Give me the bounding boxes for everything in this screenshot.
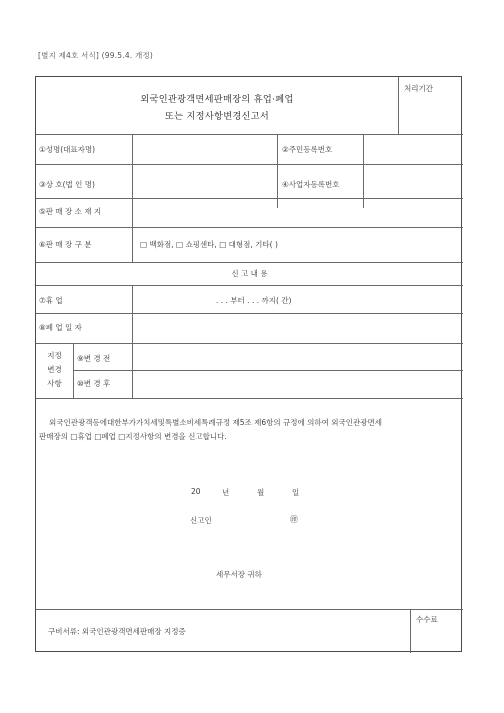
- store-location-label: ⑤판 매 장 소 재 지: [39, 207, 102, 216]
- date-year-prefix: 20: [191, 487, 201, 496]
- recipient-text: 세무서장 귀하: [216, 570, 262, 579]
- closure-label: ⑦휴 업: [39, 296, 63, 305]
- col-line: [410, 609, 411, 653]
- shutdown-date-label: ⑧폐 업 일 자: [39, 323, 82, 332]
- col-line: [277, 134, 278, 208]
- row-line: [36, 134, 463, 135]
- store-type-options: □ 백화점, □ 쇼핑센타, □ 대형점, 기타( ): [140, 240, 278, 249]
- declaration-line1: 외국인관광객등에대한부가가치세및특별소비세특례규정 제5조 제6항의 규정에 의하여 외국인관광면세: [49, 418, 382, 427]
- seal-mark: ㊞: [290, 515, 298, 524]
- form-title-line1: 외국인관광객면세판매장의 휴업·폐업: [140, 94, 294, 105]
- processing-period-label: 처리기간: [404, 84, 433, 93]
- declaration-line2: 판매장의 □휴업 □폐업 □지정사항의 변경을 신고합니다.: [39, 432, 227, 441]
- name-label: ①성명(대표자명): [39, 145, 96, 154]
- trade-name-label: ③상 호(법 인 명): [39, 180, 95, 189]
- row-line: [36, 262, 463, 263]
- change-side-label-2: 변경: [47, 365, 62, 374]
- store-type-label: ⑥판 매 장 구 분: [39, 240, 92, 249]
- row-line: [36, 164, 463, 165]
- col-line: [132, 198, 133, 262]
- form-title-line2: 또는 지정사항변경신고서: [164, 111, 270, 122]
- row-line: [36, 398, 463, 399]
- date-month: 월: [257, 488, 265, 497]
- header-note: [별지 제4호 서식] (99.5.4. 개정): [38, 51, 154, 60]
- report-form: [35, 76, 462, 652]
- change-side-label-3: 사항: [47, 379, 62, 388]
- resident-number-label: ②주민등록번호: [282, 145, 333, 154]
- reporter-label: 신고인: [190, 516, 212, 525]
- row-line: [36, 198, 463, 199]
- row-line: [36, 227, 463, 228]
- business-registration-label: ④사업자등록번호: [282, 180, 340, 189]
- report-contents-header: 신 고 내 용: [231, 269, 268, 278]
- row-line: [36, 609, 463, 610]
- col-line: [363, 134, 364, 208]
- closure-period-text: . . . 부터 . . . 까지( 간): [216, 296, 292, 305]
- title-divider: [398, 77, 399, 134]
- before-change-label: ⑨변 경 전: [77, 354, 111, 363]
- fee-label: 수수료: [416, 615, 438, 624]
- row-line: [36, 285, 463, 286]
- change-side-label-1: 지정: [47, 351, 62, 360]
- after-change-label: ⑩변 경 후: [77, 379, 111, 388]
- row-line: [73, 370, 463, 371]
- row-line: [36, 343, 463, 344]
- attachments-text: 구비서류: 외국인관광객면세판매장 지정증: [48, 627, 186, 636]
- row-line: [36, 313, 463, 314]
- col-line: [132, 134, 133, 208]
- col-line: [132, 285, 133, 343]
- date-day: 일: [292, 488, 300, 497]
- date-year: 년: [222, 488, 230, 497]
